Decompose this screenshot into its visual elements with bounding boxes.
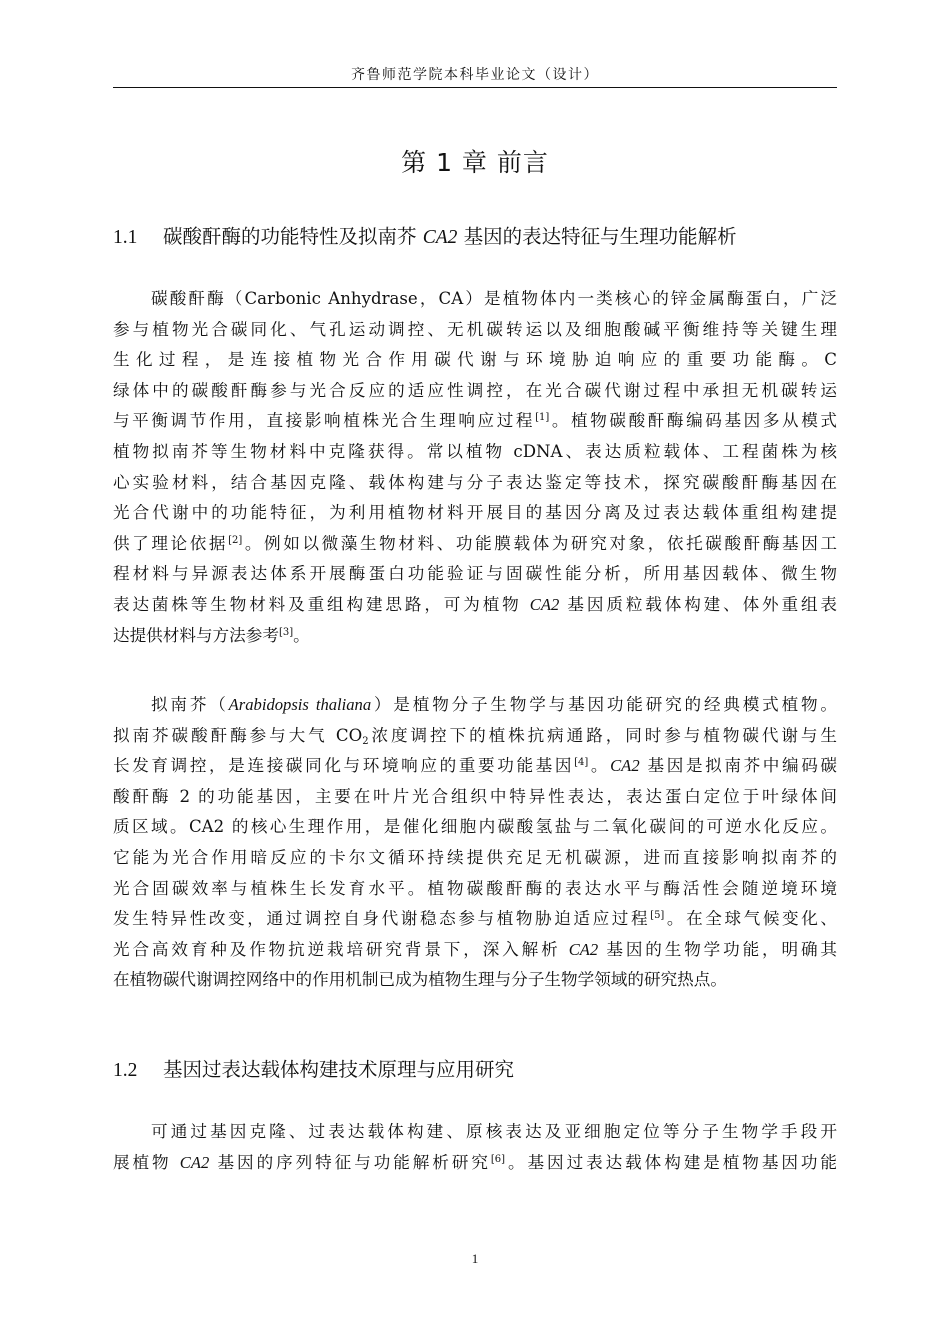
text-line: 长发育调控，是连接碳同化与环境响应的重要功能基因[4]。CA2 基因是拟南芥中编码碳 xyxy=(113,756,838,776)
section-title-part: 基因过表达载体构建技术原理与应用研究 xyxy=(163,1058,515,1081)
paragraph-3 xyxy=(113,1117,837,1178)
text-line: 与平衡调节作用，直接影响植株光合生理响应过程[1]。植物碳酸酐酶编码基因多从模式 xyxy=(113,411,838,431)
citation: [4] xyxy=(574,757,589,769)
header-rule xyxy=(113,87,837,88)
paragraph-2 xyxy=(113,690,837,996)
text-line: 可通过基因克隆、过表达载体构建、原核表达及亚细胞定位等分子生物学手段开 xyxy=(151,1122,837,1141)
text-line: 程材料与异源表达体系开展酶蛋白功能验证与固碳性能分析，所用基因载体、微生物 xyxy=(113,564,837,584)
text-line: 酸酐酶 2 的功能基因，主要在叶片光合组织中特异性表达，表达蛋白定位于叶绿体间 xyxy=(113,786,837,806)
text-line: 光合固碳效率与植株生长发育水平。植物碳酸酐酶的表达水平与酶活性会随逆境环境 xyxy=(113,878,837,898)
citation: [6] xyxy=(490,1153,506,1165)
text-line: 质区域。CA2 的核心生理作用，是催化细胞内碳酸氢盐与二氧化碳间的可逆水化反应。 xyxy=(113,817,837,837)
text-line: 心实验材料，结合基因克隆、载体构建与分子表达鉴定等技术，探究碳酸酐酶基因在 xyxy=(113,472,837,492)
section-heading-1-2 xyxy=(113,1056,853,1085)
text-line: 在植物碳代谢调控网络中的作用机制已成为植物生理与分子生物学领域的研究热点。 xyxy=(113,970,727,990)
chapter-title: 第 1 章 前言 xyxy=(401,148,549,177)
text-line: 光合高效育种及作物抗逆栽培研究背景下，深入解析 CA2 基因的生物学功能，明确其 xyxy=(113,939,837,959)
text-line: 光合代谢中的功能特征，为利用植物材料开展目的基因分离及过表达载体重组构建提 xyxy=(113,503,837,523)
text-line: 参与植物光合碳同化、气孔运动调控、无机碳转运以及细胞酸碱平衡维持等关键生理 xyxy=(113,319,837,339)
section-number: 1.2 xyxy=(113,1060,138,1081)
text-line: 供了理论依据[2]。例如以微藻生物材料、功能膜载体为研究对象，依托碳酸酐酶基因工 xyxy=(113,533,838,553)
text-line: 发生特异性改变，通过调控自身代谢稳态参与植物胁迫适应过程[5]。在全球气候变化、 xyxy=(113,909,838,929)
section-title-part: 基因的表达特征与生理功能解析 xyxy=(457,225,737,248)
text-line: 绿体中的碳酸酐酶参与光合反应的适应性调控，在光合碳代谢过程中承担无机碳转运 xyxy=(113,380,837,400)
text-line: 达提供材料与方法参考[3]。 xyxy=(113,625,310,645)
section-title-part: 碳酸酐酶的功能特性及拟南芥 xyxy=(163,225,423,248)
citation: [5] xyxy=(650,910,665,922)
text-line: 拟南芥（Arabidopsis thaliana）是植物分子生物学与基因功能研究的经典模式植物。 xyxy=(151,695,838,714)
citation: [1] xyxy=(535,412,550,424)
page-number: 1 xyxy=(471,1251,479,1266)
section-heading-1-1 xyxy=(113,223,853,252)
citation: [2] xyxy=(228,534,243,546)
section-number: 1.1 xyxy=(113,227,138,248)
text-line: 碳酸酐酶（Carbonic Anhydrase，CA）是植物体内一类核心的锌金属酶蛋白，广泛 xyxy=(151,289,837,308)
running-header: 齐鲁师范学院本科毕业论文（设计） xyxy=(351,67,599,83)
text-line: 植物拟南芥等生物材料中克隆获得。常以植物 cDNA、表达质粒载体、工程菌株为核 xyxy=(113,441,837,461)
citation: [3] xyxy=(278,626,294,638)
text-line: 生化过程，是连接植物光合作用碳代谢与环境胁迫响应的重要功能酶。C xyxy=(113,350,837,370)
text-line: 它能为光合作用暗反应的卡尔文循环持续提供充足无机碳源，进而直接影响拟南芥的 xyxy=(113,847,837,867)
paragraph-1 xyxy=(113,284,837,651)
text-line: 拟南芥碳酸酐酶参与大气 $CO_2$浓度调控下的植株抗病通路，同时参与植物碳代谢与生 xyxy=(113,725,838,747)
text-line: 表达菌株等生物材料及重组构建思路，可为植物 CA2 基因质粒载体构建、体外重组表 xyxy=(113,594,837,614)
text-line: 展植物 CA2 基因的序列特征与功能解析研究[6]。基因过表达载体构建是植物基因功能 xyxy=(113,1152,838,1172)
section-title-gene: CA2 xyxy=(422,227,458,248)
